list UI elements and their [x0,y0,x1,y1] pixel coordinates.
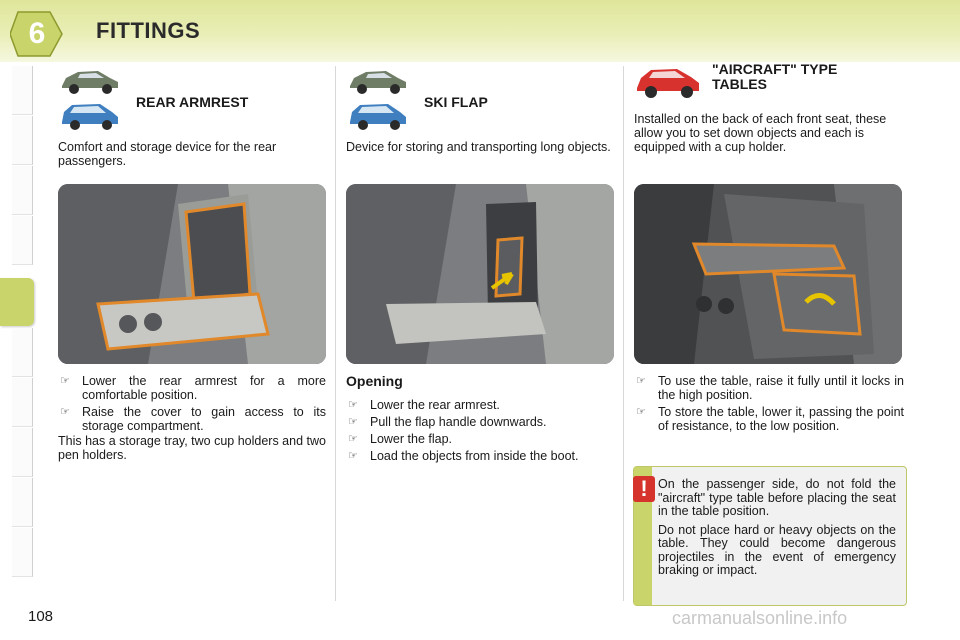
list-item: ☞ To use the table, raise it fully until it locks in the high position. [636,374,904,402]
page-number: 108 [28,608,54,625]
hand-pointer-icon: ☞ [348,450,358,462]
armrest-photo [58,184,326,364]
column-divider [335,66,336,601]
chapter-tab[interactable] [12,166,33,215]
chapter-number: 6 [28,17,46,50]
watermark: carmanualsonline.info [672,608,848,628]
list-item: ☞ To store the table, lower it, passing the point of resistance, to the low position. [636,405,904,433]
list-item: ☞ Lower the rear armrest for a more comfortable position. [60,374,326,402]
armrest-note: This has a storage tray, two cup holders and two pen holders. [58,434,326,462]
aircraft-table-photo [634,184,902,364]
hatchback-car-icon [58,66,122,96]
hand-pointer-icon: ☞ [348,399,358,411]
section-intro: Installed on the back of each front seat, these allow you to set down objects and each is equipped with a cup holder. [634,112,887,154]
mpv-car-icon [58,100,122,132]
hatchback-car-icon [346,66,410,96]
hand-pointer-icon: ☞ [60,406,70,418]
chapter-tab[interactable] [12,216,33,265]
warning-icon: ! [633,476,655,502]
list-item: ☞ Lower the rear armrest. [348,398,500,412]
armrest-bullets [58,374,326,436]
chapter-tab[interactable] [12,116,33,165]
section-title: REAR ARMREST [136,94,249,110]
chapter-tab[interactable] [12,378,33,427]
chapter-tab[interactable] [12,478,33,527]
chapter-tab[interactable] [12,528,33,577]
hand-pointer-icon: ☞ [348,416,358,428]
ski-flap-photo [346,184,614,364]
section-title-line: "AIRCRAFT" TYPE [712,61,838,77]
section-intro: Device for storing and transporting long objects. [346,140,611,154]
hand-pointer-icon: ☞ [60,375,70,387]
list-item: ☞ Load the objects from inside the boot. [348,449,579,463]
mpv-car-icon [346,100,410,132]
section-title-line: TABLES [712,76,767,92]
section-title [712,62,837,92]
subheading: Opening [346,373,403,389]
list-item: ☞ Lower the flap. [348,432,452,446]
aircraft-table-bullets [634,374,904,436]
chapter-tabs [0,66,34,576]
hand-pointer-icon: ☞ [636,406,646,418]
warning-paragraph: On the passenger side, do not fold the "aircraft" type table before placing the seat in the table position. [658,477,896,518]
column-divider [623,66,624,601]
hand-pointer-icon: ☞ [348,433,358,445]
hand-pointer-icon: ☞ [636,375,646,387]
list-item: ☞ Raise the cover to gain access to its storage compartment. [60,405,326,433]
list-item: ☞ Pull the flap handle downwards. [348,415,547,429]
red-car-icon [633,64,703,100]
warning-paragraph: Do not place hard or heavy objects on the table. They could become dangerous projectiles in the event of emergency braking or impact. [658,522,896,577]
chapter-tab-active[interactable] [0,278,34,326]
section-intro: Comfort and storage device for the rear passengers. [58,140,277,168]
page-title: FITTINGS [96,18,201,43]
chapter-tab[interactable] [12,328,33,377]
section-title: SKI FLAP [424,94,488,110]
chapter-tab[interactable] [12,428,33,477]
warning-text [658,478,896,583]
ski-flap-bullets [346,398,614,466]
chapter-tab[interactable] [12,66,33,115]
